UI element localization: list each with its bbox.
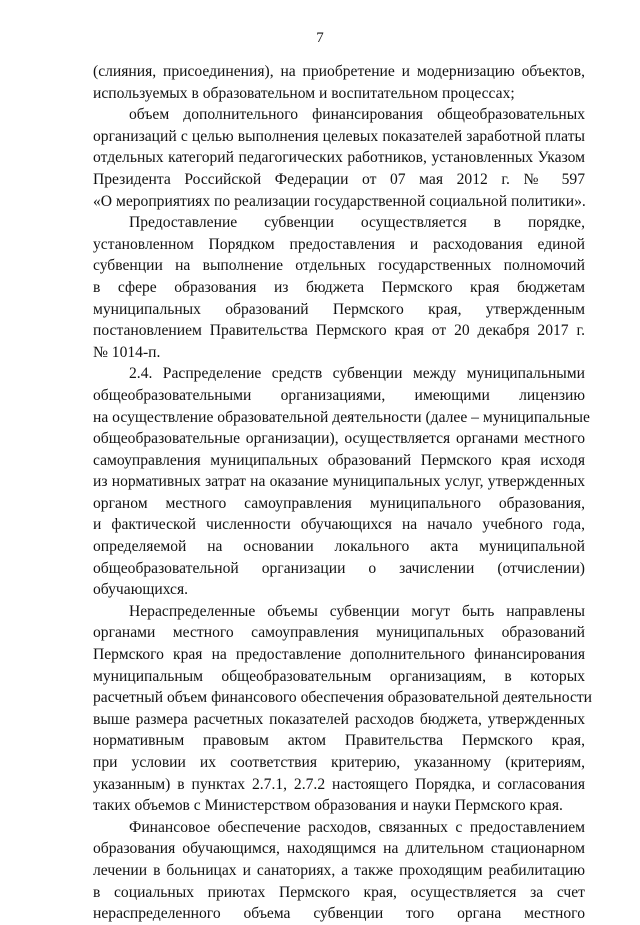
text-line: расчетный объем финансового обеспечения образовательной деятельности: [93, 689, 593, 707]
text-line: Пермского края на предоставление дополнительного финансирования: [93, 646, 585, 664]
text-line: Президента Российской Федерации от 07 мая 2012 г. № 597: [93, 170, 585, 188]
text-line: общеобразовательные организации), осуществляется органами местного: [93, 430, 585, 448]
text-line: выше размера расчетных показателей расходов бюджета, утвержденных: [93, 710, 585, 728]
text-line: Предоставление субвенции осуществляется в порядке,: [129, 214, 585, 232]
paragraph-subvention-provision: [93, 212, 585, 363]
text-line: указанным) в пунктах 2.7.1, 2.7.2 настоящего Порядка, и согласования: [93, 775, 585, 793]
text-line: органом местного самоуправления муниципального образования,: [93, 494, 585, 512]
text-line: нераспределенного объема субвенции того органа местного: [93, 905, 585, 923]
text-line: № 1014-п.: [93, 343, 161, 361]
text-line: используемых в образовательном и воспитательном процессах;: [93, 84, 515, 102]
text-line: лечении в больницах и санаториях, а также проходящим реабилитацию: [93, 861, 585, 879]
text-line: органами местного самоуправления муниципальных образований: [93, 624, 585, 642]
text-line: «О мероприятиях по реализации государственной социальной политики».: [93, 192, 586, 210]
text-line: таких объемов с Министерством образования и науки Пермского края.: [93, 797, 563, 815]
text-line: самоуправления муниципальных образований Пермского края исходя: [93, 451, 585, 469]
text-line: определяемой на основании локального акта муниципальной: [93, 538, 585, 556]
text-line: 2.4. Распределение средств субвенции между муниципальными: [129, 365, 585, 383]
paragraph-financial-support: [93, 817, 585, 925]
text-line: на осуществление образовательной деятельности (далее – муниципальные: [93, 408, 590, 426]
text-line: муниципальных образований Пермского края, утвержденным: [93, 300, 585, 318]
document-body: [93, 61, 593, 925]
text-line: установленном Порядком предоставления и расходования единой: [93, 235, 585, 253]
text-line: общеобразовательными организациями, имеющими лицензию: [93, 386, 585, 404]
text-line: (слияния, присоединения), на приобретение и модернизацию объектов,: [93, 63, 585, 80]
text-line: нормативным правовым актом Правительства Пермского края,: [93, 732, 585, 750]
paragraph-section-2-4: [93, 363, 590, 601]
text-line: в сфере образования из бюджета Пермского края бюджетам: [93, 278, 585, 296]
text-line: муниципальным общеобразовательным организациям, в которых: [93, 667, 585, 685]
text-line: и фактической численности обучающихся на начало учебного года,: [93, 516, 585, 534]
text-line: в социальных приютах Пермского края, осуществляется за счет: [93, 883, 585, 901]
text-line: Финансовое обеспечение расходов, связанных с предоставлением: [129, 818, 585, 836]
text-line: организаций с целью выполнения целевых показателей заработной платы: [93, 127, 585, 145]
text-line: образования обучающимся, находящимся на длительном стационарном: [93, 840, 585, 858]
text-line: общеобразовательной организации о зачислении (отчислении): [93, 559, 585, 577]
paragraph-continuation: [93, 61, 585, 104]
paragraph-additional-funding: [93, 104, 585, 212]
text-line: объем дополнительного финансирования общеобразовательных: [129, 106, 585, 124]
paragraph-undistributed-volumes: [93, 601, 593, 817]
text-line: отдельных категорий педагогических работников, установленных Указом: [93, 149, 585, 167]
text-line: постановлением Правительства Пермского края от 20 декабря 2017 г.: [93, 322, 585, 340]
text-line: при условии их соответствия критерию, указанному (критериям,: [93, 754, 585, 771]
text-line: субвенции на выполнение отдельных государственных полномочий: [93, 257, 585, 275]
text-line: Нераспределенные объемы субвенции могут быть направлены: [129, 602, 585, 620]
page-number: 7: [316, 30, 324, 46]
text-line: обучающихся.: [93, 581, 189, 599]
text-line: из нормативных затрат на оказание муниципальных услуг, утвержденных: [93, 473, 585, 491]
